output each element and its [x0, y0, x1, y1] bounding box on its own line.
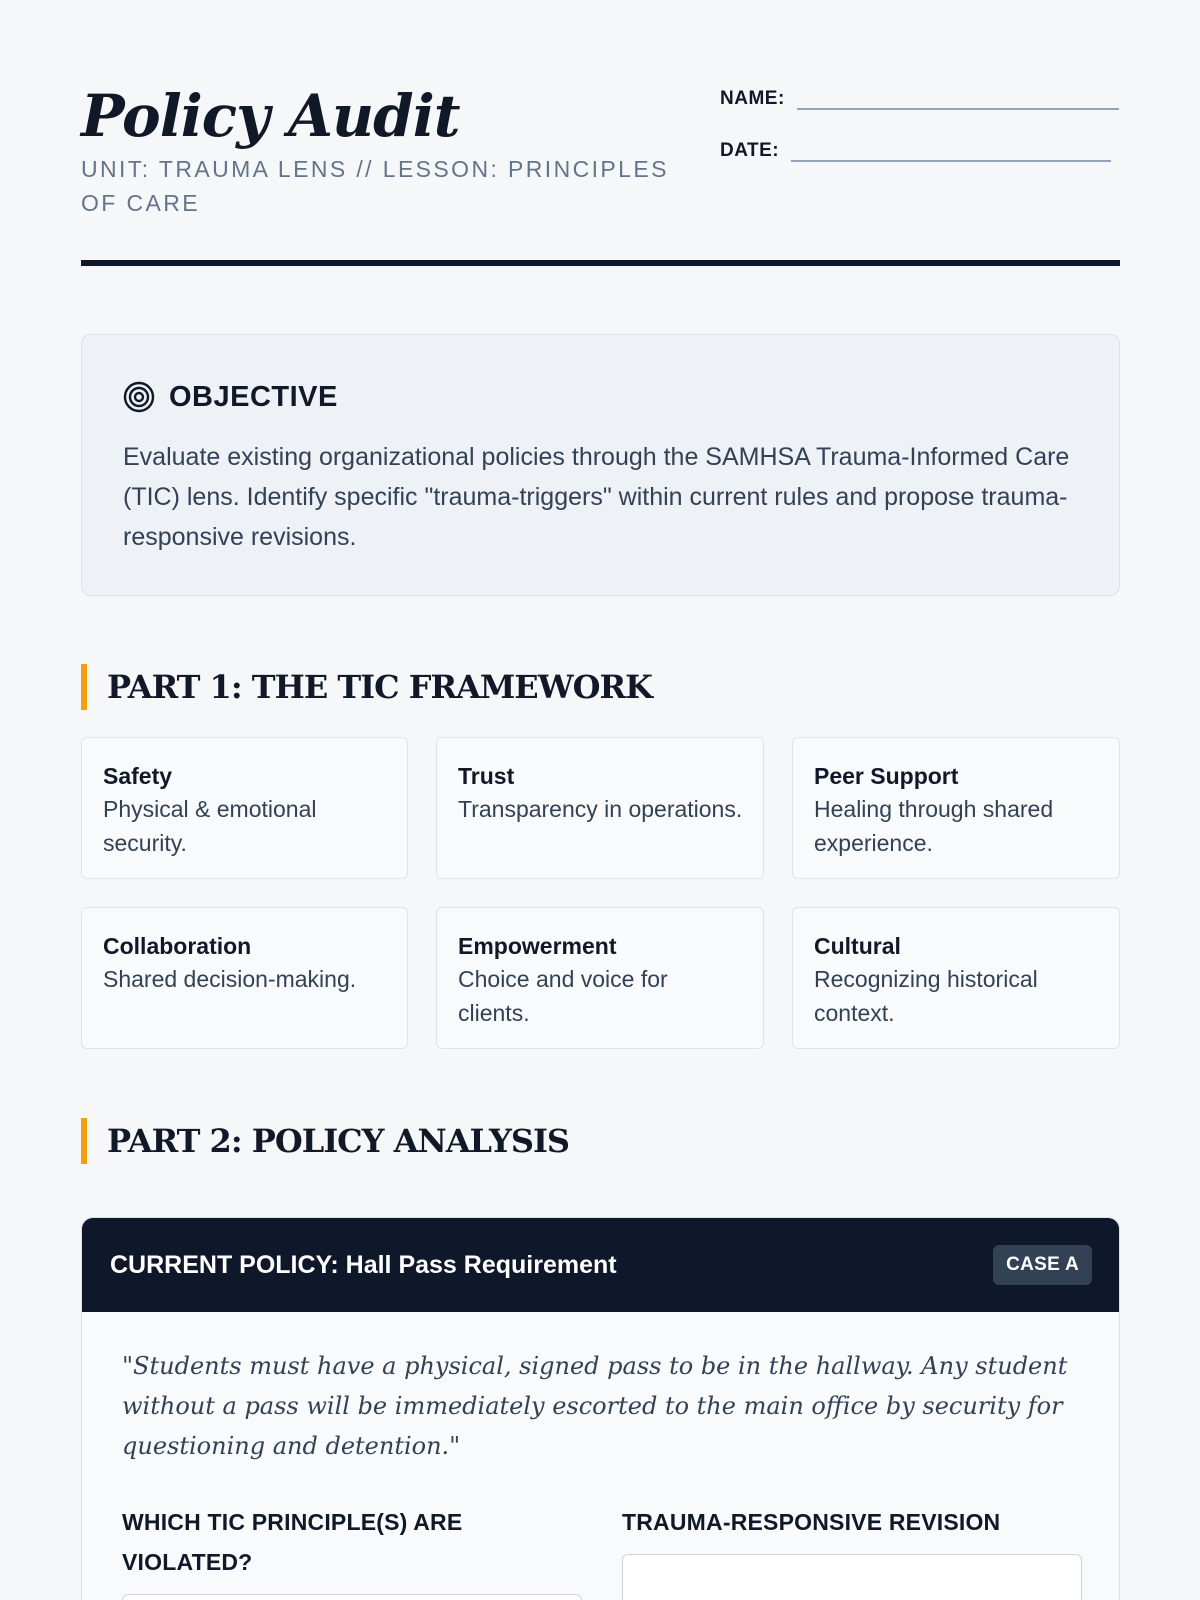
objective-heading: [123, 379, 1079, 415]
principle-card-collaboration: [81, 907, 408, 1049]
principle-title: Safety: [103, 763, 173, 789]
principle-title: Trust: [458, 763, 515, 789]
name-label: NAME:: [720, 88, 785, 109]
policy-case-a: [81, 1217, 1120, 1600]
principle-title: Empowerment: [458, 933, 617, 959]
name-input-line[interactable]: [797, 88, 1119, 110]
page-subtitle: UNIT: TRAUMA LENS // LESSON: PRINCIPLES OF CARE: [81, 156, 669, 216]
part1-title: PART 1: THE TIC FRAMEWORK: [107, 668, 652, 706]
principle-card-safety: [81, 737, 408, 879]
principle-desc: Healing through shared experience.: [814, 796, 1054, 856]
principle-title: Peer Support: [814, 763, 959, 789]
violated-principles-answer[interactable]: [122, 1594, 582, 1600]
objective-title: OBJECTIVE: [169, 380, 338, 413]
principle-card-empowerment: [436, 907, 764, 1049]
principle-title: Cultural: [814, 933, 901, 959]
date-label: DATE:: [720, 140, 780, 161]
principle-card-peer-support: [792, 737, 1120, 879]
revision-question: TRAUMA-RESPONSIVE REVISION: [622, 1509, 1001, 1535]
page-title: Policy Audit: [81, 82, 460, 150]
objective-box: [81, 334, 1120, 596]
section-accent-bar: [81, 1118, 87, 1164]
principle-desc: Physical & emotional security.: [103, 796, 317, 856]
part1-heading: [81, 664, 652, 710]
part2-heading: [81, 1118, 569, 1164]
part2-title: PART 2: POLICY ANALYSIS: [107, 1122, 570, 1160]
principle-card-cultural: [792, 907, 1120, 1049]
case-header: [82, 1218, 1119, 1312]
principle-title: Collaboration: [103, 933, 252, 959]
name-field[interactable]: [720, 88, 1119, 110]
principle-desc: Transparency in operations.: [458, 796, 743, 822]
date-field[interactable]: [720, 140, 1111, 162]
violated-principles-question: WHICH TIC PRINCIPLE(S) ARE VIOLATED?: [122, 1509, 463, 1575]
worksheet-page: [81, 0, 1120, 1575]
principle-desc: Recognizing historical context.: [814, 966, 1038, 1026]
principle-desc: Choice and voice for clients.: [458, 966, 668, 1026]
principles-grid: [81, 737, 1120, 1049]
policy-quote: "Students must have a physical, signed pass to be in the hallway. Any student without a pass will be immediately escorted to the main office by security for questioning and detention.": [122, 1352, 1068, 1460]
revision-answer[interactable]: [622, 1554, 1082, 1600]
worksheet-header: [81, 0, 1120, 268]
principle-desc: Shared decision-making.: [103, 966, 357, 992]
principle-card-trust: [436, 737, 764, 879]
target-icon: [123, 381, 155, 413]
case-title: CURRENT POLICY: Hall Pass Requirement: [110, 1250, 617, 1279]
header-divider: [81, 260, 1120, 266]
objective-text: Evaluate existing organizational policies through the SAMHSA Trauma-Informed Care (TIC) lens. Identify specific "trauma-triggers" within current rules and propose trauma-responsive revisions.: [123, 443, 1070, 551]
section-accent-bar: [81, 664, 87, 710]
date-input-line[interactable]: [791, 140, 1111, 162]
case-badge: CASE A: [993, 1245, 1092, 1285]
